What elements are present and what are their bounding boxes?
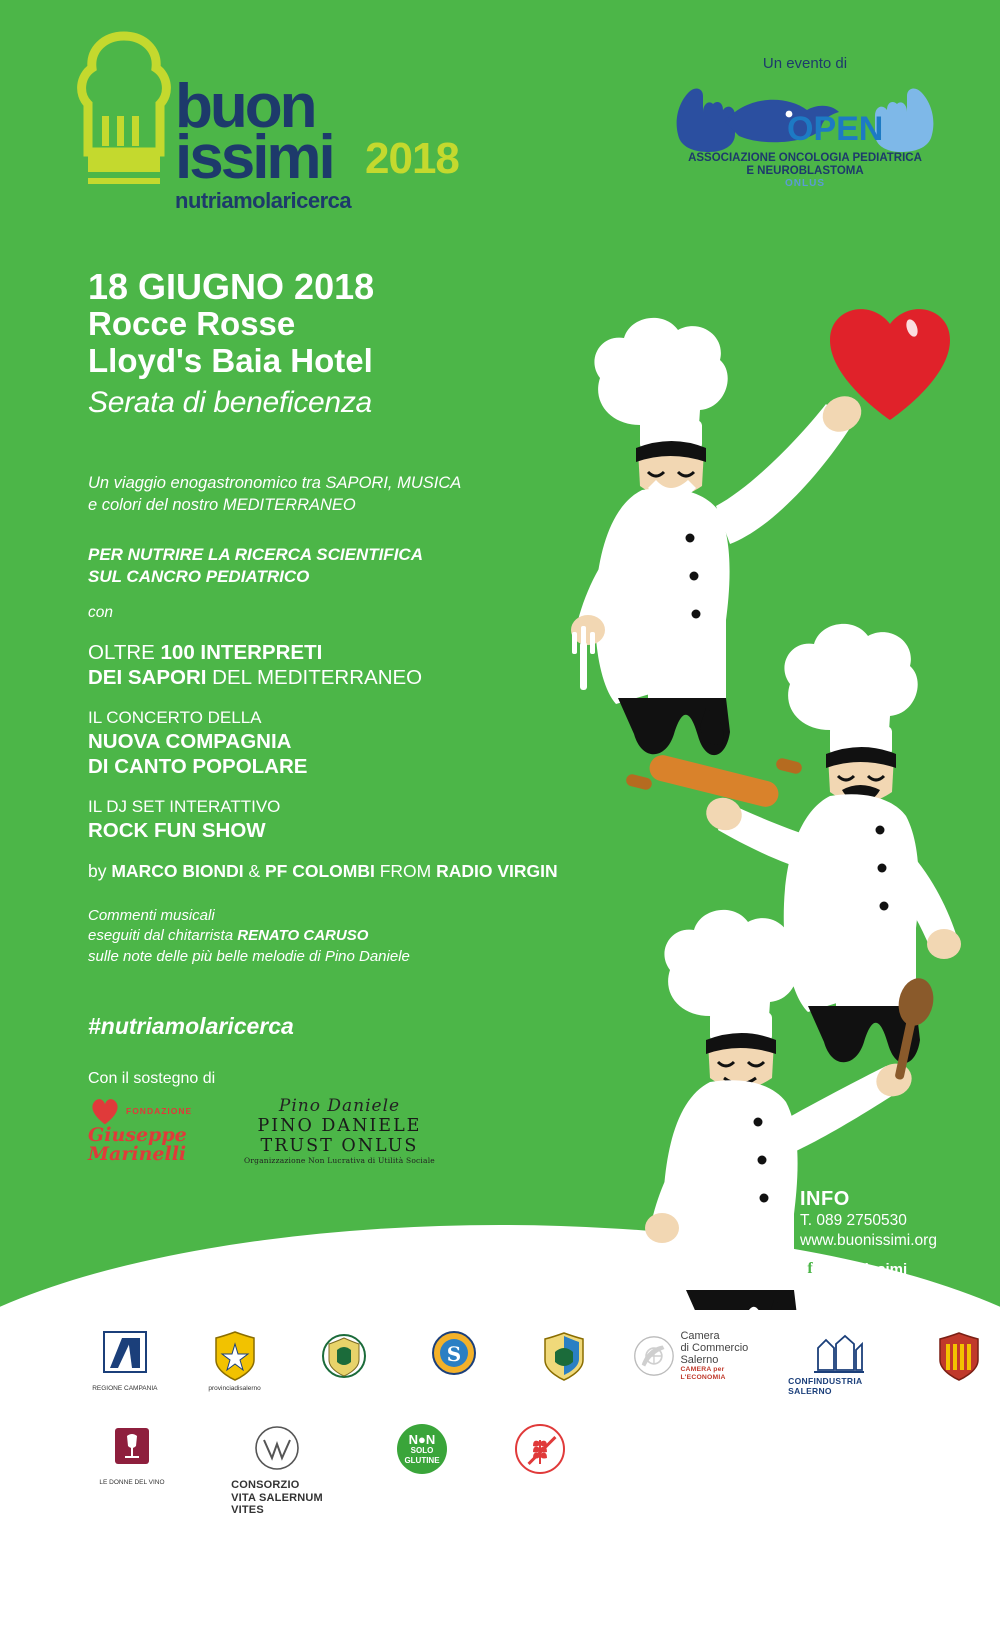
- universita-crest-icon: [936, 1330, 982, 1382]
- pdt-line2: TRUST ONLUS: [260, 1135, 419, 1156]
- facebook-handle: buonissimi: [828, 1260, 908, 1278]
- sponsor-comune-crest: [523, 1330, 605, 1385]
- camera-commercio-icon: [633, 1332, 675, 1380]
- organizer-block: [640, 55, 970, 189]
- music-line1: Commenti musicali: [88, 907, 215, 925]
- sponsor-salerno-s: [413, 1330, 495, 1379]
- event-purpose: [88, 544, 608, 588]
- sponsor-confindustria: [788, 1330, 890, 1396]
- lineup-interpreti: [88, 640, 608, 690]
- logo-tagline: nutriamolaricerca: [175, 187, 352, 213]
- nsg-line1: N●N: [408, 1431, 436, 1447]
- interpreti-bold: 100 INTERPRETI: [160, 641, 323, 665]
- consorzio-line3: VITES: [231, 1504, 264, 1517]
- dj-block: [88, 797, 608, 882]
- event-intro-line1: Un viaggio enogastronomico tra SAPORI, MUSICA: [88, 473, 462, 492]
- event-venue-line2: Lloyd's Baia Hotel: [88, 341, 373, 379]
- event-con-label: con: [88, 604, 113, 622]
- sponsor-logos: [0, 1330, 1000, 1517]
- consorzio-line1: CONSORZIO: [231, 1479, 300, 1491]
- sapori-post: DEL MEDITERRANEO: [206, 666, 423, 690]
- camera-tagline: CAMERA per L'ECONOMIA: [680, 1366, 726, 1381]
- dj-radio: RADIO VIRGIN: [436, 860, 558, 881]
- interpreti-pre: OLTRE: [88, 641, 161, 665]
- nsg-line3: GLUTINE: [404, 1455, 440, 1465]
- pino-daniele-trust-logo: [244, 1096, 435, 1165]
- heart-icon: [88, 1096, 122, 1126]
- dj-artist-2: PF COLOMBI: [264, 860, 375, 881]
- event-intro: [88, 472, 608, 517]
- organizer-prelabel: Un evento di: [762, 55, 848, 72]
- sponsor-caption: REGIONE CAMPANIA: [92, 1385, 158, 1392]
- dj-by-post: FROM: [374, 860, 437, 881]
- sponsor-non-solo-glutine: [374, 1424, 470, 1474]
- sponsor-camera-commercio: [633, 1330, 761, 1381]
- camera-line1: Camera: [680, 1330, 720, 1342]
- open-logo-icon: [665, 76, 945, 156]
- dj-artist-1: MARCO BIONDI: [111, 860, 244, 881]
- organizer-subtitle-1: ASSOCIAZIONE ONCOLOGIA PEDIATRICA: [688, 152, 922, 164]
- camera-line2: di Commercio: [680, 1342, 749, 1355]
- info-block: [800, 1188, 1000, 1304]
- facebook-icon: f: [800, 1259, 820, 1279]
- chef-hat-logo-icon: [74, 30, 174, 210]
- event-purpose-line2: SUL CANCRO PEDIATRICO: [88, 567, 310, 587]
- social-links: [800, 1259, 1000, 1304]
- donne-del-vino-icon: [109, 1424, 155, 1476]
- chef-hat-1: [594, 318, 727, 450]
- dj-name: ROCK FUN SHOW: [88, 818, 266, 842]
- chef-hat-3: [664, 910, 797, 1042]
- instagram-link[interactable]: [800, 1284, 1000, 1304]
- organizer-subtitle-2: E NEUROBLASTOMA: [746, 165, 864, 178]
- gluten-free-icon: [515, 1424, 565, 1474]
- consorzio-vsv-icon: [253, 1424, 301, 1472]
- info-phone: T. 089 2750530: [800, 1212, 907, 1229]
- sponsor-caption: LE DONNE DEL VINO: [99, 1479, 165, 1486]
- sponsor-provincia-salerno: [194, 1330, 276, 1392]
- regione-campania-icon: [102, 1330, 148, 1382]
- dj-lead: IL DJ SET INTERATTIVO: [88, 797, 281, 817]
- sponsor-caption: provinciadisalerno: [208, 1385, 261, 1392]
- pdt-signature: Pino Daniele: [278, 1095, 401, 1116]
- concert-name-line2: DI CANTO POPOLARE: [88, 755, 308, 779]
- organizer-onlus: ONLUS: [785, 178, 825, 190]
- sponsor-row-2: [0, 1424, 1000, 1517]
- provincia-salerno-icon: [212, 1330, 258, 1382]
- instagram-icon: [800, 1284, 820, 1304]
- facebook-link[interactable]: [800, 1259, 1000, 1279]
- pdt-line1: PINO DANIELE: [257, 1115, 422, 1136]
- event-intro-line2: e colori del nostro MEDITERRANEO: [88, 495, 356, 514]
- dj-by-mid: &: [243, 860, 265, 881]
- sponsor-row-1: [0, 1330, 1000, 1396]
- concert-block: [88, 708, 608, 779]
- logo-year: 2018: [365, 133, 459, 183]
- music-comments: [88, 906, 608, 967]
- confindustria-label: CONFINDUSTRIA SALERNO: [788, 1376, 863, 1396]
- support-logos: [88, 1096, 608, 1165]
- concert-name-line1: NUOVA COMPAGNIA: [88, 730, 292, 754]
- dj-by-pre: by: [88, 860, 112, 881]
- consorzio-line2: VITA SALERNUM: [231, 1491, 323, 1504]
- music-line2-pre: eseguiti dal chitarrista: [88, 927, 238, 945]
- nsg-line2: SOLO: [410, 1445, 434, 1455]
- salerno-s-icon: [431, 1330, 477, 1376]
- marinelli-line2: Giuseppe: [88, 1124, 187, 1147]
- sponsor-gluten-free: [492, 1424, 588, 1477]
- marinelli-line3: Marinelli: [88, 1143, 187, 1166]
- event-purpose-line1: PER NUTRIRE LA RICERCA SCIENTIFICA: [88, 545, 423, 565]
- comune-di-salerno-icon: [321, 1330, 367, 1382]
- logo-line2: issimi: [175, 122, 333, 192]
- concert-lead: IL CONCERTO DELLA: [88, 708, 262, 728]
- camera-line3: Salerno: [680, 1354, 719, 1367]
- pdt-line3: Organizzazione Non Lucrativa di Utilità Sociale: [244, 1155, 435, 1165]
- sponsor-consorzio-vita-salernum: [202, 1424, 352, 1517]
- sapori-bold: DEI SAPORI: [88, 666, 207, 690]
- brand-logo: [70, 30, 459, 220]
- chef-hat-2: [784, 624, 917, 756]
- support-label: Con il sostegno di: [88, 1069, 216, 1087]
- fondazione-marinelli-logo: [88, 1096, 218, 1164]
- svg-text:S: S: [446, 1342, 462, 1366]
- event-venue-line1: Rocce Rosse: [88, 304, 296, 342]
- non-solo-glutine-icon: [397, 1424, 447, 1474]
- sponsor-donne-del-vino: [84, 1424, 180, 1486]
- event-details: [88, 268, 608, 1165]
- hashtag: #nutriamolaricerca: [88, 1012, 294, 1039]
- comune-crest-icon: [541, 1330, 587, 1382]
- logo-line1: buon: [175, 72, 315, 141]
- info-title: INFO: [800, 1188, 850, 1210]
- music-guitarist: RENATO CARUSO: [237, 927, 369, 945]
- event-date: 18 GIUGNO 2018: [88, 266, 375, 307]
- confindustria-icon: [812, 1330, 866, 1374]
- sponsor-comune-di-salerno: [303, 1330, 385, 1385]
- music-line3: sulle note delle più belle melodie di Pino Daniele: [88, 947, 410, 965]
- event-kind: Serata di beneficenza: [88, 385, 372, 419]
- info-website[interactable]: www.buonissimi.org: [800, 1232, 937, 1250]
- sponsor-universita: [918, 1330, 1000, 1385]
- organizer-name: OPEN: [787, 110, 884, 148]
- sponsor-regione-campania: [84, 1330, 166, 1392]
- instagram-handle: buonissimi: [828, 1285, 908, 1303]
- marinelli-line1: FONDAZIONE: [126, 1106, 193, 1117]
